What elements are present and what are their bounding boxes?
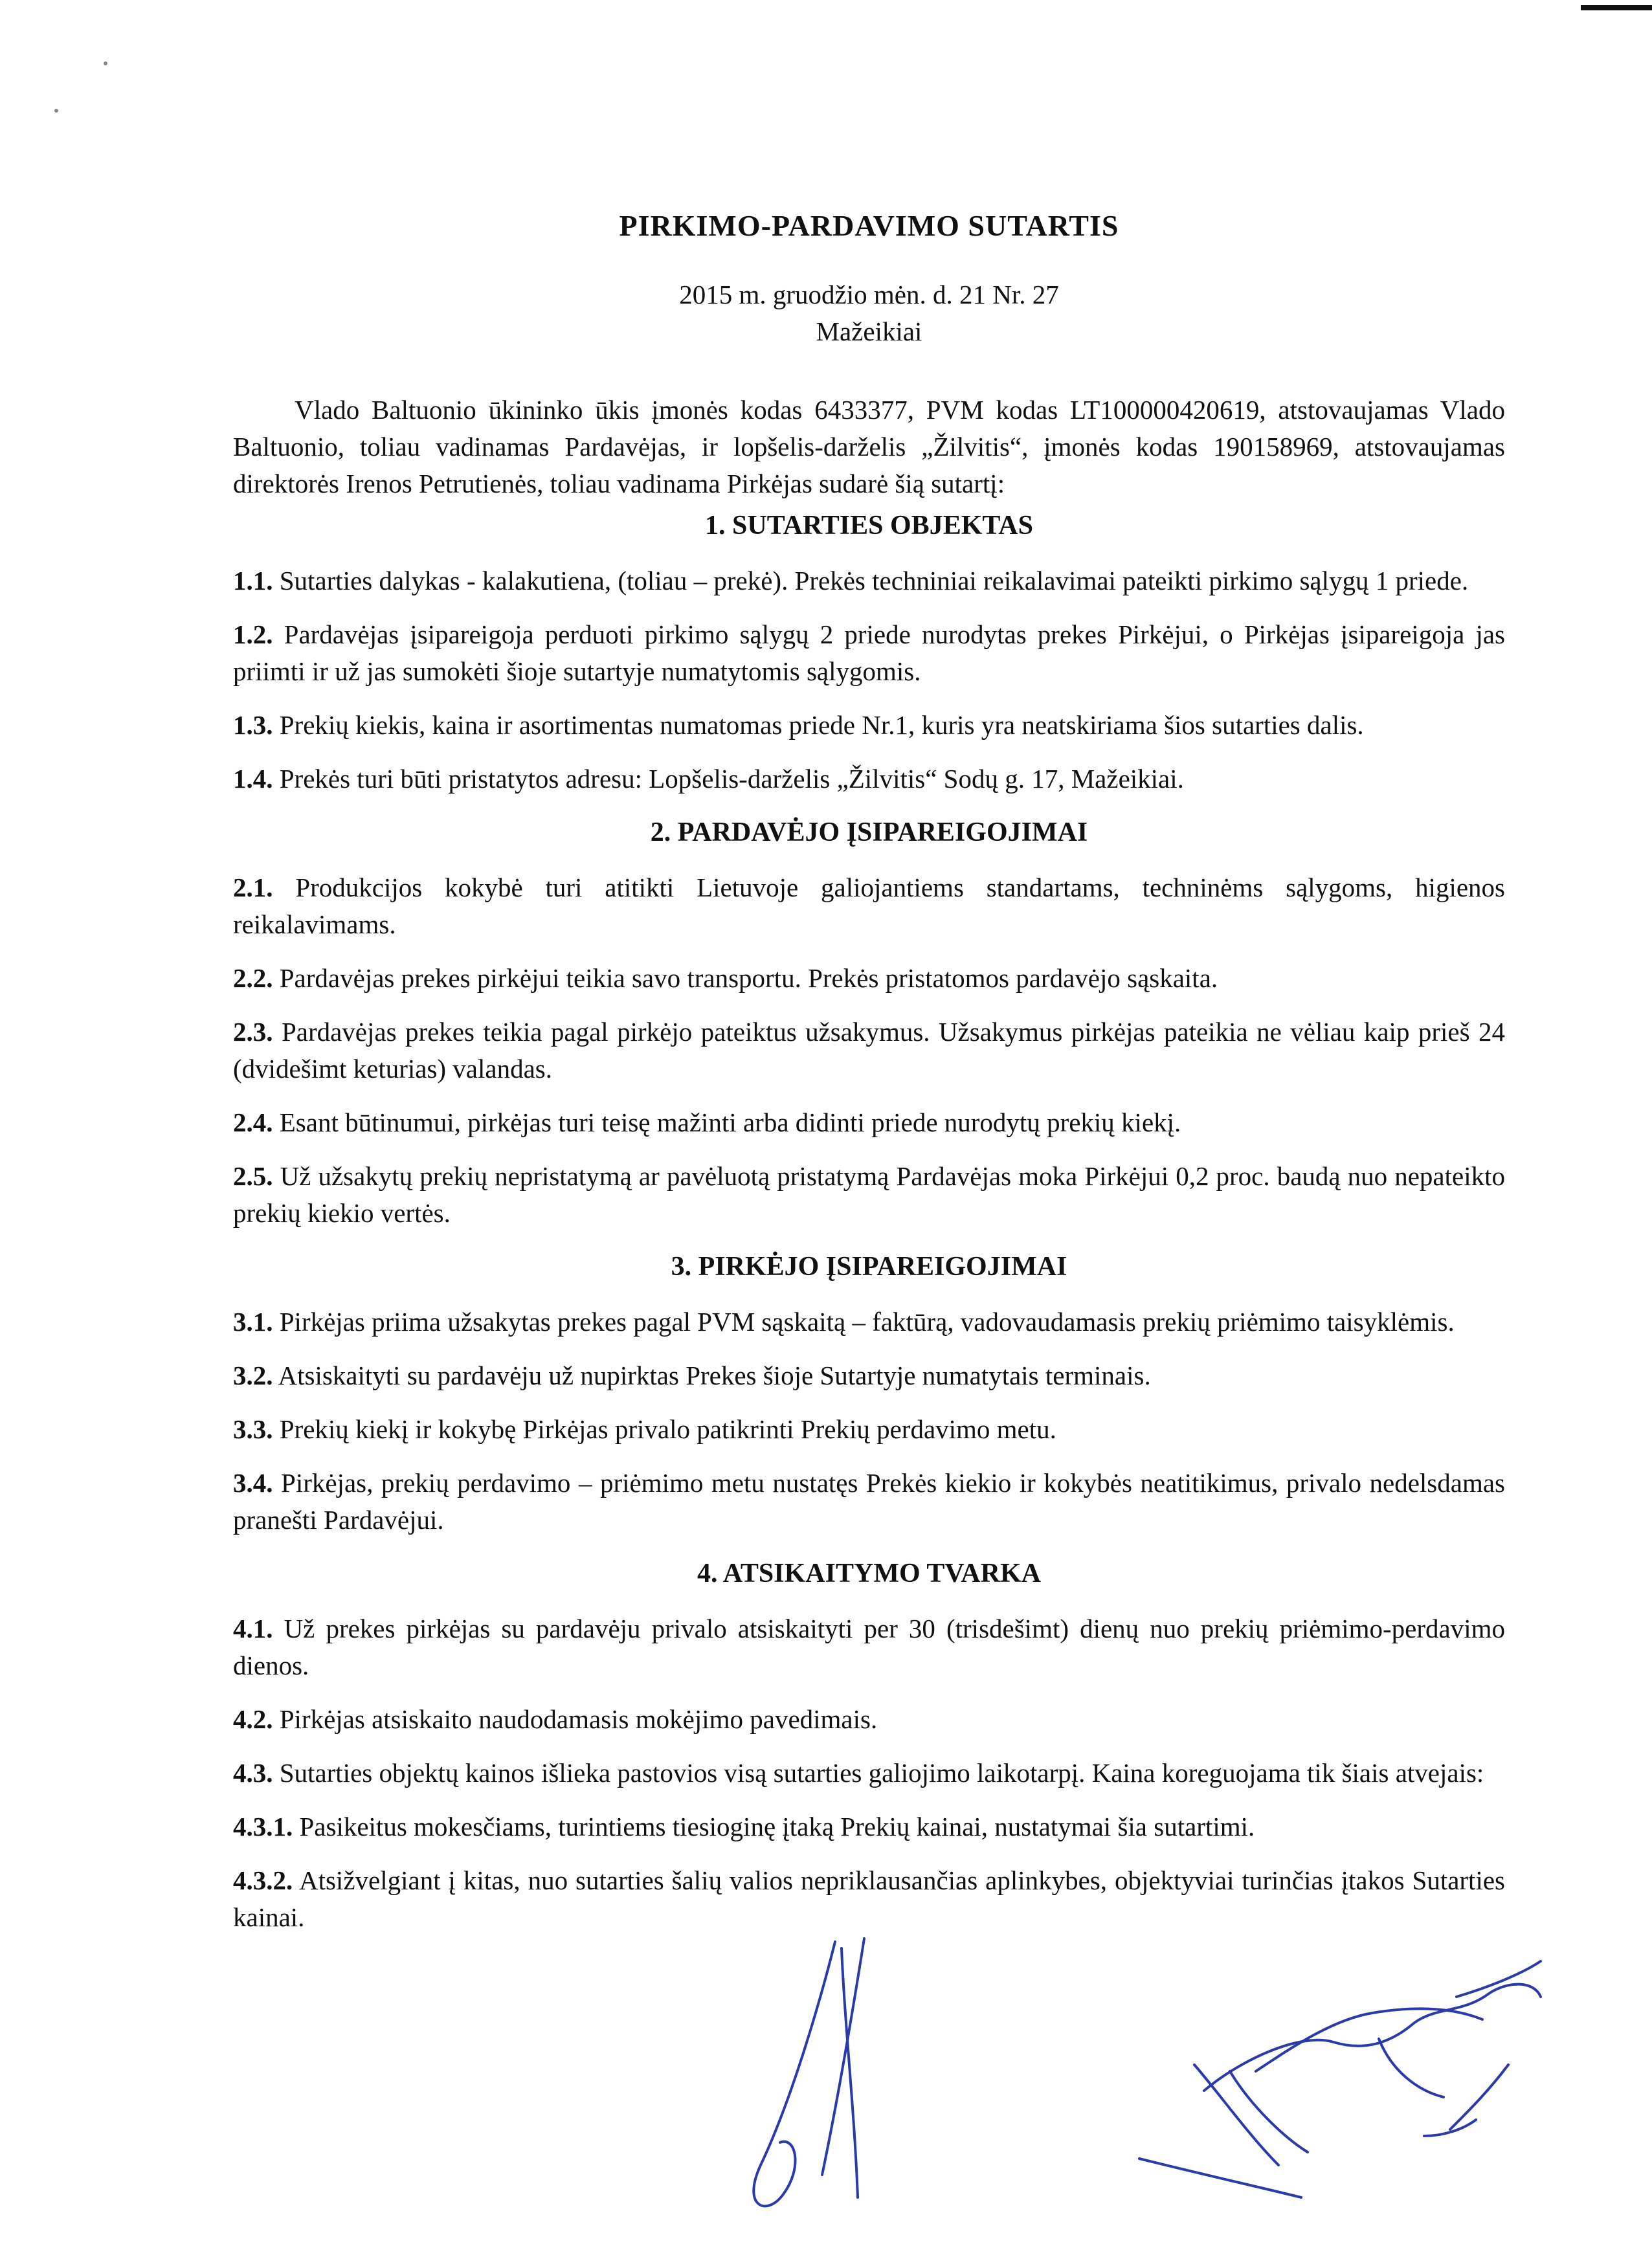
clause [233, 1014, 1505, 1087]
clause-number: 4.3.1. [233, 1812, 293, 1841]
contract-sections [233, 507, 1505, 1936]
clause-number: 4.1. [233, 1614, 273, 1643]
clause [233, 707, 1505, 744]
clause [233, 1357, 1505, 1394]
signature-mark-2 [1139, 1984, 1541, 2197]
clause [233, 1701, 1505, 1738]
clause [233, 1158, 1505, 1232]
clause-number: 3.1. [233, 1307, 273, 1337]
clause-number: 2.5. [233, 1161, 273, 1191]
clause [233, 1862, 1505, 1936]
scan-speck [104, 61, 107, 65]
clause-text: Už užsakytų prekių nepristatymą ar pavėluotą pristatymą Pardavėjas moka Pirkėjui 0,2 proc. baudą nuo nepateikto prekių kiekio vertės. [233, 1161, 1506, 1228]
clause-number: 3.3. [233, 1414, 273, 1444]
intro-paragraph: Vlado Baltuonio ūkininko ūkis įmonės kodas 6433377, PVM kodas LT100000420619, atstovaujamas Vlado Baltuonio, toliau vadinamas Pardavėjas, ir lopšelis-darželis „Žilvitis“, įmonės kodas 190158969, atstovaujamas direktorės Irenos Petrutienės, toliau vadinama Pirkėjas sudarė šią sutartį: [233, 395, 1505, 498]
clause-number: 4.3. [233, 1758, 273, 1788]
section-title: 1. SUTARTIES OBJEKTAS [705, 511, 1033, 540]
clause [233, 960, 1505, 997]
clause-text: Produkcijos kokybė turi atitikti Lietuvoje galiojantiems standartams, techninėms sąlygoms, higienos reikalavimams. [233, 873, 1505, 939]
clause-text: Prekių kiekį ir kokybę Pirkėjas privalo patikrinti Prekių perdavimo metu. [279, 1414, 1056, 1444]
clause-text: Esant būtinumui, pirkėjas turi teisę mažinti arba didinti priede nurodytų prekių kiekį. [279, 1107, 1181, 1137]
clause [233, 1465, 1505, 1539]
clause-text: Prekės turi būti pristatytos adresu: Lopšelis-darželis „Žilvitis“ Sodų g. 17, Mažeikiai. [279, 764, 1184, 794]
clause-text: Pardavėjas įsipareigoja perduoti pirkimo sąlygų 2 priede nurodytas prekes Pirkėjui, o Pirkėjas įsipareigoja jas priimti ir už jas sumokėti šioje sutartyje numatytomis sąlygomis. [233, 619, 1506, 686]
clause-text: Pirkėjas, prekių perdavimo – priėmimo metu nustatęs Prekės kiekio ir kokybės neatitikimus, privalo nedelsdamas pranešti Pardavėjui. [233, 1468, 1506, 1535]
clause [233, 1104, 1505, 1141]
section-title: 2. PARDAVĖJO ĮSIPAREIGOJIMAI [650, 817, 1088, 847]
clause [233, 1808, 1505, 1845]
clause-number: 2.4. [233, 1107, 273, 1137]
clause-number: 3.2. [233, 1361, 273, 1390]
clause [233, 1755, 1505, 1792]
clause-number: 1.3. [233, 710, 273, 740]
clause-number: 3.4. [233, 1468, 273, 1498]
clause-text: Pirkėjas priima užsakytas prekes pagal PVM sąskaitą – faktūrą, vadovaudamasis prekių priėmimo taisyklėmis. [279, 1307, 1455, 1337]
clause-text: Pasikeitus mokesčiams, turintiems tiesioginę įtaką Prekių kainai, nustatymai šia sutartimi. [299, 1812, 1255, 1841]
section-title: 4. ATSIKAITYMO TVARKA [697, 1559, 1041, 1588]
signature-mark-2b [1194, 2039, 1508, 2165]
clause [233, 616, 1505, 690]
clause-number: 2.3. [233, 1017, 273, 1047]
clause-text: Sutarties objektų kainos išlieka pastovios visą sutarties galiojimo laikotarpį. Kaina koreguojama tik šiais atvejais: [279, 1758, 1484, 1788]
clause-text: Prekių kiekis, kaina ir asortimentas numatomas priede Nr.1, kuris yra neatskiriama šios sutarties dalis. [279, 710, 1364, 740]
clause [233, 761, 1505, 797]
scan-speck [54, 109, 58, 113]
clause [233, 1610, 1505, 1684]
clause-text: Atsižvelgiant į kitas, nuo sutarties šalių valios nepriklausančias aplinkybes, objektyviai turinčias įtakos Sutarties kainai. [233, 1865, 1505, 1932]
signature-mark-1b [822, 1939, 864, 2197]
clause-number: 1.4. [233, 764, 273, 794]
clause-number: 4.3.2. [233, 1865, 293, 1895]
scan-corner-mark [1581, 5, 1652, 10]
clause-text: Už prekes pirkėjas su pardavėju privalo atsiskaityti per 30 (trisdešimt) dienų nuo prekių priėmimo-perdavimo dienos. [233, 1614, 1506, 1680]
clause-text: Pardavėjas prekes pirkėjui teikia savo transportu. Prekės pristatomos pardavėjo sąskaita. [279, 963, 1218, 993]
clause-text: Pirkėjas atsiskaito naudodamasis mokėjimo pavedimais. [279, 1704, 878, 1734]
clause-text: Atsiskaityti su pardavėju už nupirktas Prekes šioje Sutartyje numatytais terminais. [278, 1361, 1151, 1390]
signature-mark-1 [753, 1942, 835, 2206]
clause-text: Sutarties dalykas - kalakutiena, (toliau – prekė). Prekės techniniai reikalavimai pateikti pirkimo sąlygų 1 priede. [279, 566, 1469, 595]
signature-mark-2c [1256, 1961, 1541, 2071]
clause [233, 1304, 1505, 1340]
document-title: PIRKIMO-PARDAVIMO SUTARTIS [619, 209, 1119, 242]
clause-number: 2.2. [233, 963, 273, 993]
clause [233, 1411, 1505, 1448]
contract-page [233, 194, 1505, 1953]
clause-number: 2.1. [233, 873, 273, 902]
clause [233, 562, 1505, 599]
clause-text: Pardavėjas prekes teikia pagal pirkėjo pateiktus užsakymus. Užsakymus pirkėjas pateikia ne vėliau kaip prieš 24 (dvidešimt keturias) valandas. [233, 1017, 1505, 1084]
section-title: 3. PIRKĖJO ĮSIPAREIGOJIMAI [671, 1252, 1067, 1282]
document-place: Mažeikiai [816, 317, 922, 346]
clause-number: 1.2. [233, 619, 273, 649]
document-date: 2015 m. gruodžio mėn. d. 21 Nr. 27 [679, 280, 1059, 309]
clause-number: 1.1. [233, 566, 273, 595]
clause-number: 4.2. [233, 1704, 273, 1734]
clause [233, 869, 1505, 943]
